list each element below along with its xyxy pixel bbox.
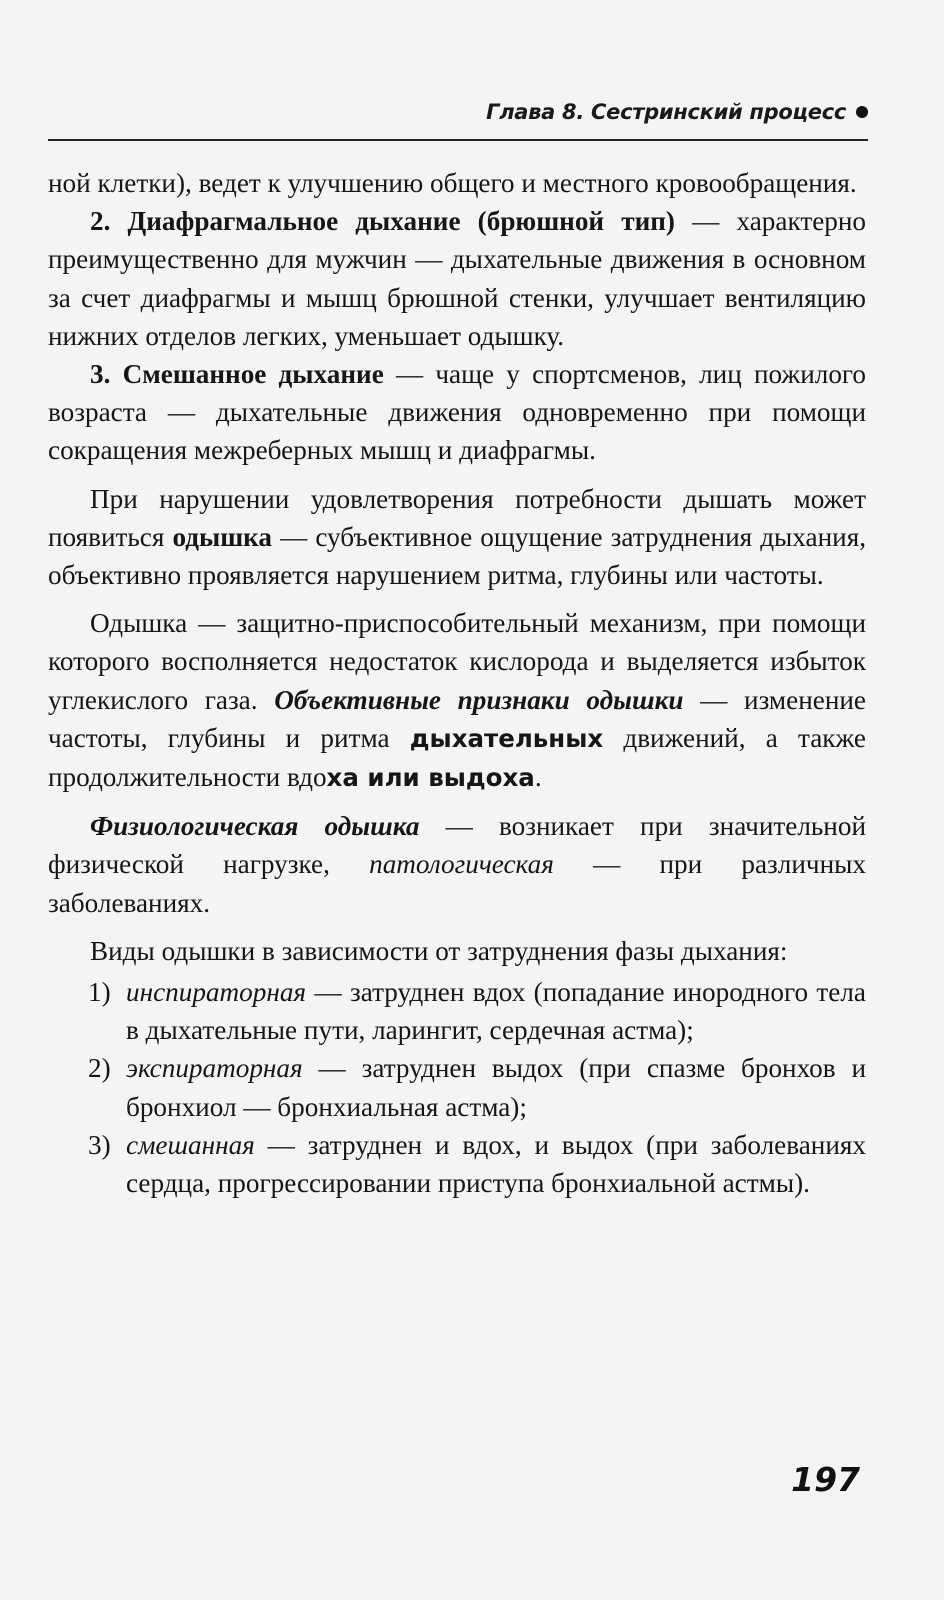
text-physiological: — возникает при значительной физической нагрузке, xyxy=(48,811,866,880)
running-header xyxy=(48,100,868,124)
paragraph-physiological xyxy=(48,807,866,922)
paragraph-mixed xyxy=(48,355,866,470)
list-number: 3) xyxy=(88,1129,111,1160)
paragraph-diaphragmatic xyxy=(48,202,866,355)
text-defense-bold2: ха или выдоха xyxy=(326,763,535,793)
list-number: 1) xyxy=(88,977,111,1008)
paragraph-defense xyxy=(48,604,866,797)
text-defense-bold1: дыхательных xyxy=(409,723,604,753)
term-physiological: Физиологическая одышка xyxy=(90,811,420,842)
bullet-icon xyxy=(856,106,868,118)
list-term: инспираторная xyxy=(126,977,307,1008)
term-dyspnea: одышка xyxy=(172,521,273,552)
dyspnea-types-list xyxy=(48,973,866,1202)
text-defense-before: Одышка — защитно-приспособительный механизм, при помощи которого восполняется недостаток кислорода и выделяется избыток углекислого газа. xyxy=(48,608,866,715)
chapter-title: Глава 8. Сестринский процесс xyxy=(486,100,846,124)
list-item xyxy=(48,1126,866,1202)
term-objective-signs: Объективные признаки одышки xyxy=(274,684,684,715)
paragraph-types-intro: Виды одышки в зависимости от затруднения фазы дыхания: xyxy=(90,935,788,966)
text-mixed: — чаще у спортсменов, лиц пожилого возраста — дыхательные движения одновременно при помощи сокращения межреберных мышц и диафрагмы. xyxy=(48,359,866,466)
list-item xyxy=(48,973,866,1049)
text-defense-middle: — изменение частоты, глубины и ритма xyxy=(48,684,866,753)
list-text: — затруднен вдох (попадание инородного тела в дыхательные пути, ларингит, сердечная астма); xyxy=(126,977,866,1046)
paragraph-continuation: ной клетки), ведет к улучшению общего и местного кровообращения. xyxy=(48,168,857,198)
list-text: — затруднен и вдох, и выдох (при заболеваниях сердца, прогрессировании приступа бронхиальной астмы). xyxy=(126,1129,866,1199)
text-pathological: — при различных заболеваниях. xyxy=(48,849,866,918)
text-defense-end: . xyxy=(534,762,542,793)
text-dyspnea-after: — субъективное ощущение затруднения дыхания, объективно проявляется нарушением ритма, глубины или частоты. xyxy=(48,521,866,591)
header-rule xyxy=(48,139,868,141)
list-term: смешанная xyxy=(126,1129,255,1160)
paragraph-dyspnea xyxy=(48,480,866,595)
page-content xyxy=(48,164,866,1202)
list-text: — затруднен выдох (при спазме бронхов и бронхиол — бронхиальная астма); xyxy=(126,1053,866,1122)
term-pathological: патологическая xyxy=(369,849,554,880)
list-item xyxy=(48,1049,866,1125)
text-dyspnea-before: При нарушении удовлетворения потребности дышать может появиться xyxy=(48,483,866,552)
list-number: 2) xyxy=(88,1053,111,1084)
list-term: экспираторная xyxy=(126,1053,303,1084)
term-mixed: 3. Смешанное дыхание xyxy=(90,359,384,390)
term-diaphragmatic: 2. Диафрагмальное дыхание (брюшной тип) xyxy=(90,206,675,237)
text-diaphragmatic: — характерно преимущественно для мужчин — дыхательные движения в основном за счет диафрагмы и мышц брюшной стенки, улучшает вентиляцию нижних отделов легких, уменьшает одышку. xyxy=(48,206,867,351)
text-defense-after: движений, а также продолжительности вдо xyxy=(48,722,866,793)
page-number: 197 xyxy=(791,1460,860,1499)
